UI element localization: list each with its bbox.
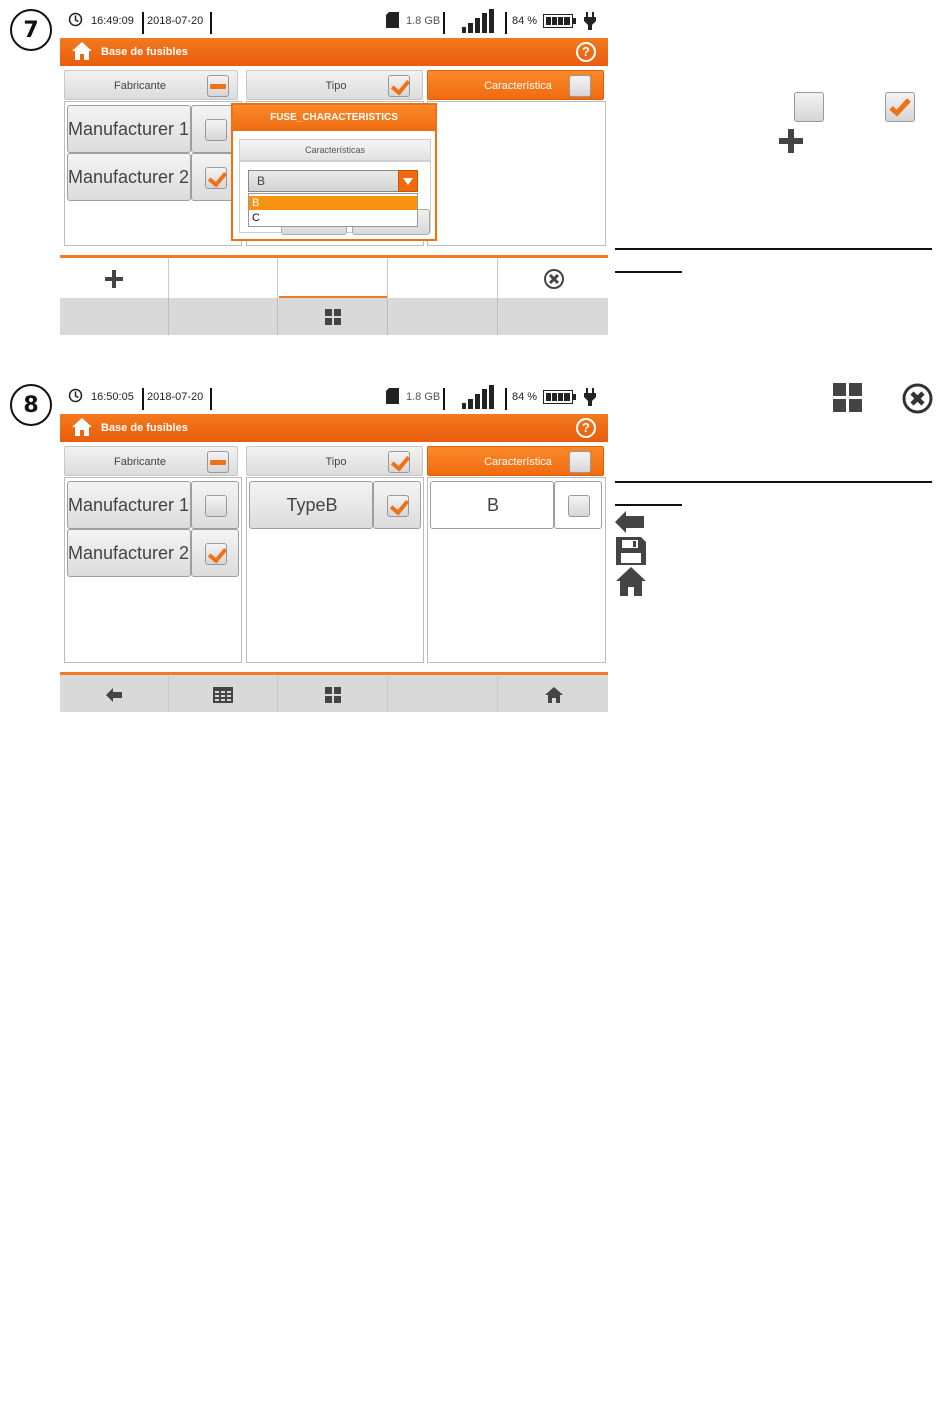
screen-step-8 <box>60 382 608 712</box>
dropdown-option[interactable]: C <box>252 212 260 224</box>
column-header-characteristic[interactable] <box>427 446 604 476</box>
checked-box-icon[interactable] <box>388 451 410 473</box>
column-header-characteristic[interactable] <box>427 70 604 100</box>
divider <box>615 504 682 506</box>
unchecked-box-icon <box>205 119 227 141</box>
characteristic-list <box>427 101 606 246</box>
plus-icon <box>779 129 803 158</box>
home-icon[interactable] <box>72 418 92 439</box>
plus-icon <box>105 265 123 290</box>
fuse-characteristics-dialog <box>231 103 437 241</box>
select-value: B <box>257 174 266 188</box>
type-label: TypeB <box>286 495 338 515</box>
partial-check-icon[interactable] <box>207 451 229 473</box>
chevron-down-icon[interactable] <box>398 170 418 192</box>
toolbar-empty-slot <box>169 258 278 298</box>
list-item[interactable] <box>67 529 191 577</box>
plug-icon <box>583 388 597 409</box>
divider <box>210 12 212 34</box>
sd-card-icon <box>386 12 399 31</box>
list-item[interactable] <box>249 481 373 529</box>
bottom-menu-bar <box>60 298 608 335</box>
bottom-menu-bar <box>60 672 608 712</box>
checked-box-icon <box>205 543 227 565</box>
list-item[interactable] <box>67 481 191 529</box>
signal-icon <box>462 9 496 36</box>
manufacturer-list <box>64 101 242 246</box>
storage-value: 1.8 GB <box>406 15 441 27</box>
list-item[interactable] <box>67 105 191 153</box>
divider <box>443 388 445 410</box>
table-icon <box>213 681 233 706</box>
characteristic-list <box>427 477 606 663</box>
toolbar-empty-slot <box>279 258 388 298</box>
menu-empty-slot <box>60 298 169 335</box>
unchecked-box-icon[interactable] <box>569 75 591 97</box>
grid-icon <box>833 383 863 418</box>
type-list <box>246 477 424 663</box>
storage-value: 1.8 GB <box>406 391 441 403</box>
close-circle-icon <box>901 382 934 420</box>
home-button[interactable] <box>499 675 608 712</box>
step-number-7: 7 <box>10 9 52 51</box>
status-date: 2018-07-20 <box>147 15 204 27</box>
clock-icon <box>68 388 83 406</box>
screen-step-7 <box>60 6 608 336</box>
clock-icon <box>68 12 83 30</box>
add-button[interactable] <box>60 258 169 298</box>
divider <box>142 388 144 410</box>
help-icon[interactable]: ? <box>576 418 596 438</box>
back-arrow-icon <box>615 511 645 538</box>
step-number-8: 8 <box>10 384 52 426</box>
grid-icon <box>325 687 341 703</box>
title-bar <box>60 414 608 442</box>
table-button[interactable] <box>169 675 278 712</box>
page-title: Base de fusibles <box>101 46 188 58</box>
page-title: Base de fusibles <box>101 422 188 434</box>
unchecked-box-icon <box>568 495 590 517</box>
divider <box>505 12 507 34</box>
save-icon <box>616 537 646 570</box>
manufacturer-label: Manufacturer 1 <box>68 119 190 139</box>
back-button[interactable] <box>60 675 169 712</box>
column-header-label: Característica <box>484 80 552 92</box>
signal-icon <box>462 385 496 412</box>
toolbar-empty-slot <box>389 258 498 298</box>
characteristic-select[interactable] <box>248 170 418 192</box>
status-time: 16:49:09 <box>91 15 134 27</box>
divider <box>210 388 212 410</box>
action-toolbar <box>60 255 608 298</box>
close-button[interactable] <box>499 258 608 298</box>
list-item[interactable] <box>430 481 554 529</box>
column-header-label: Característica <box>484 456 552 468</box>
checked-box-icon <box>387 495 409 517</box>
battery-icon <box>543 390 576 407</box>
status-bar <box>60 382 608 414</box>
column-header-label: Fabricante <box>114 456 166 468</box>
home-icon <box>616 567 646 601</box>
grid-icon <box>325 309 341 325</box>
list-item[interactable] <box>67 153 191 201</box>
column-header-type[interactable] <box>246 446 423 476</box>
title-bar <box>60 38 608 66</box>
divider <box>615 271 682 273</box>
checked-box-icon <box>205 167 227 189</box>
column-header-type[interactable] <box>246 70 423 100</box>
close-circle-icon <box>543 265 565 290</box>
unchecked-box-icon <box>205 495 227 517</box>
back-arrow-icon <box>106 681 122 706</box>
divider <box>615 481 932 483</box>
manufacturer-label: Manufacturer 2 <box>68 543 190 563</box>
list-item-checkbox[interactable] <box>373 481 421 529</box>
list-item-checkbox[interactable] <box>191 529 239 577</box>
status-date: 2018-07-20 <box>147 391 204 403</box>
unchecked-box-icon <box>794 92 824 122</box>
column-header-manufacturer[interactable] <box>64 446 238 476</box>
dialog-section-header: Características <box>239 139 431 161</box>
column-header-label: Tipo <box>325 456 347 468</box>
column-header-label: Fabricante <box>114 80 166 92</box>
checked-box-icon <box>885 92 915 122</box>
status-time: 16:50:05 <box>91 391 134 403</box>
menu-grid-button[interactable] <box>279 298 388 335</box>
column-header-manufacturer[interactable] <box>64 70 238 100</box>
manufacturer-list <box>64 477 242 663</box>
divider <box>443 12 445 34</box>
divider <box>505 388 507 410</box>
manufacturer-label: Manufacturer 2 <box>68 167 190 187</box>
dropdown-option-selected[interactable]: B <box>249 196 417 210</box>
menu-empty-slot <box>389 298 498 335</box>
divider <box>615 248 932 250</box>
battery-percent: 84 % <box>512 15 538 27</box>
home-icon[interactable] <box>72 42 92 63</box>
grid-button[interactable] <box>279 675 388 712</box>
partial-check-icon[interactable] <box>207 75 229 97</box>
plug-icon <box>583 12 597 33</box>
menu-empty-slot <box>169 298 278 335</box>
column-header-label: Tipo <box>325 80 347 92</box>
divider <box>142 12 144 34</box>
battery-icon <box>543 14 576 31</box>
battery-percent: 84 % <box>512 391 538 403</box>
manufacturer-label: Manufacturer 1 <box>68 495 190 515</box>
characteristic-label: B <box>486 495 499 515</box>
dialog-title: FUSE_CHARACTERISTICS <box>233 105 435 131</box>
home-icon <box>545 681 563 706</box>
menu-empty-slot <box>499 298 608 335</box>
toolbar-empty-slot <box>389 675 498 712</box>
list-item-checkbox[interactable] <box>191 481 239 529</box>
help-icon[interactable]: ? <box>576 42 596 62</box>
dropdown-list <box>248 193 418 227</box>
unchecked-box-icon[interactable] <box>569 451 591 473</box>
sd-card-icon <box>386 388 399 407</box>
status-bar <box>60 6 608 38</box>
list-item-checkbox[interactable] <box>554 481 602 529</box>
checked-box-icon[interactable] <box>388 75 410 97</box>
